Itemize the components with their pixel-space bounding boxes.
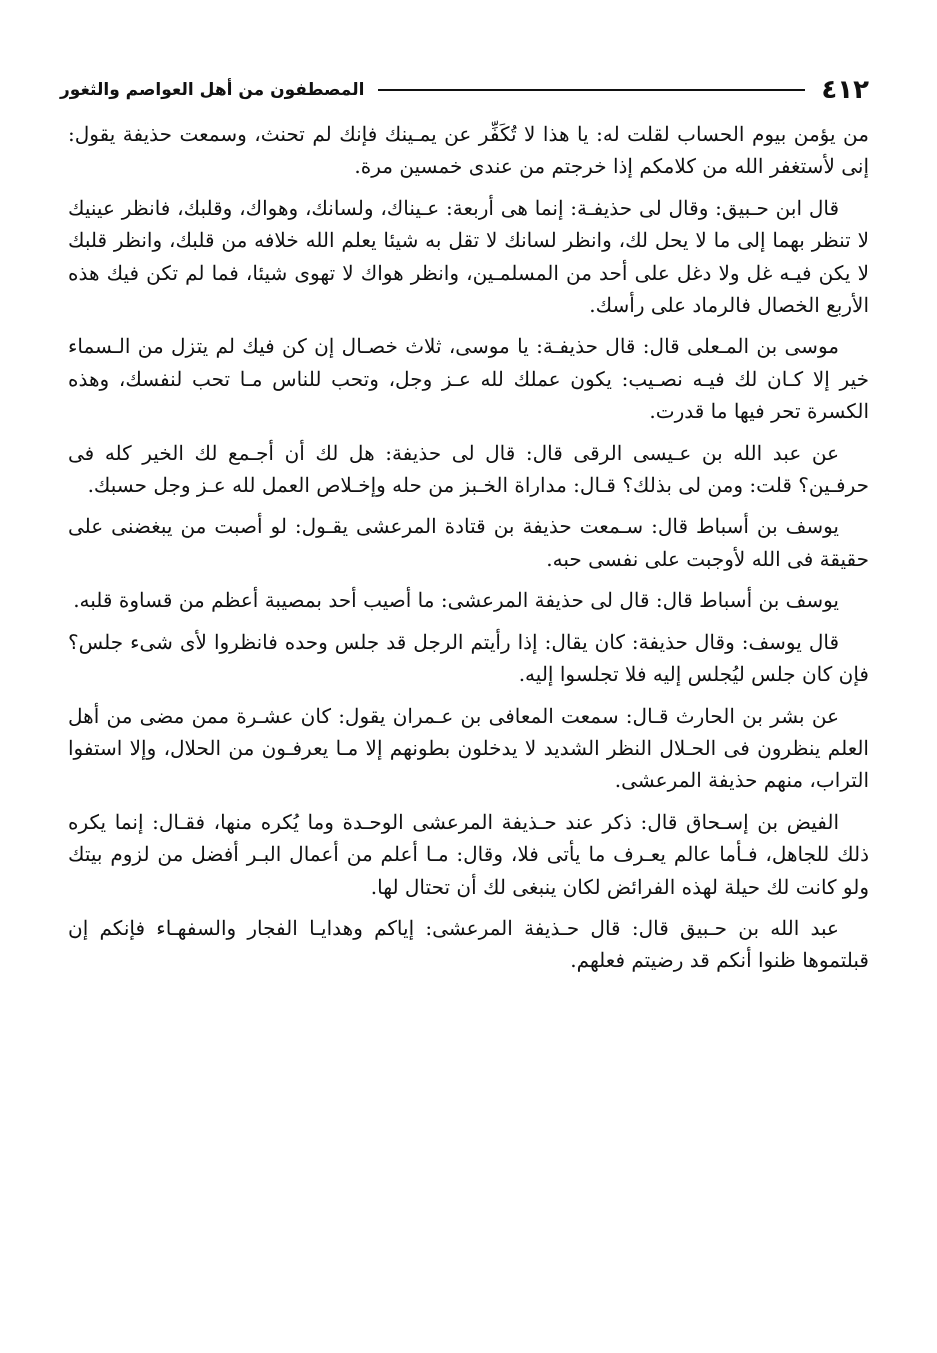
paragraph: موسى بن المـعلى قال: قال حذيفـة: يا موسى، ثلاث خصـال إن كن فيك لم يتزل من الـسماء خير إلا كـان لك فيـه نصـيب: يكون عملك لله عـز وجل، وتحب للناس مـا تحب لنفسك، وهذه الكسرة تحر فيها ما قدرت.	[68, 334, 869, 424]
page-header	[60, 70, 869, 110]
paragraph: عن بشر بن الحارث قـال: سمعت المعافى بن عـمران يقول: كان عشـرة ممن مضى من أهل العلم ينظرون فى الحـلال النظر الشديد لا يدخلون بطونهم إلا مـا يعرفـون من الحلال، وإلا استفوا التراب، منهم حذيفة المرعشى.	[68, 703, 869, 793]
paragraph: قال ابن حـبيق: وقال لى حذيفـة: إنما هى أربعة: عـيناك، ولسانك، وهواك، وقلبك، فانظر عينيك لا تنظر بهما إلى ما لا يحل لك، وانظر لسانك لا تقل به شيئا يعلم الله خلافه من قلبك، وانظر قلبك لا يكن فيـه غل ولا دغل على أحد من المسلمـين، وانظر هواك لا تهوى شيئا، فما لم تكن فيك هذه الأربع الخصال فالرماد على رأسك.	[68, 195, 869, 318]
paragraph: عن عبد الله بن عـيسى الرقى قال: قال لى حذيفة: هل لك أن أجـمع لك الخير كله فى حرفـين؟ قلت: ومن لى بذلك؟ قـال: مداراة الخـبز من حله وإخـلاص العمل لله عـز وجل حسبك.	[68, 440, 869, 498]
paragraph: يوسف بن أسباط قال: سـمعت حذيفة بن قتادة المرعشى يقـول: لو أصبت من يبغضنى على حقيقة فى الله لأوجبت على نفسى حبه.	[68, 514, 869, 571]
paragraph: يوسف بن أسباط قال: قال لى حذيفة المرعشى: ما أصيب أحد بمصيبة أعظم من قساوة قلبه.	[73, 588, 839, 613]
page-number: ٤١٢	[821, 75, 869, 105]
header-rule	[378, 89, 805, 91]
paragraph: قال يوسف: وقال حذيفة: كان يقال: إذا رأيتم الرجل قد جلس وحده فانظروا لأى شىء جلس؟ فإن كان جلس ليُجلس إليه فلا تجلسوا إليه.	[68, 629, 869, 687]
body-text	[68, 118, 869, 986]
paragraph: عبد الله بن حـبيق قال: قال حـذيفة المرعشى: إياكم وهدايـا الفجار والسفهـاء فإنكم إن قبلتموها ظنوا أنكم قد رضيتم فعلهم.	[68, 915, 869, 973]
paragraph: من يؤمن بيوم الحساب لقلت له: يا هذا لا تُكَفِّر عن يمـينك فإنك لم تحنث، وسمعت حذيفة يقول: إنى لأستغفر الله من كلامكم إذا خرجتم من عندى خمسين مرة.	[68, 122, 869, 179]
paragraph: الفيض بن إسـحاق قال: ذكر عند حـذيفة المرعشى الوحـدة وما يُكره منها، فقـال: إنما يكره ذلك للجاهل، فـأما عالم يعـرف ما يأتى فلا، وقال: مـا أعلم من أعمال البـر أفضل من لزوم بيتك ولو كانت لك حيلة لهذه الفرائض لكان ينبغى لك أن تحتال لها.	[68, 809, 869, 899]
running-title: المصطفون من أهل العواصم والثغور	[60, 80, 365, 100]
